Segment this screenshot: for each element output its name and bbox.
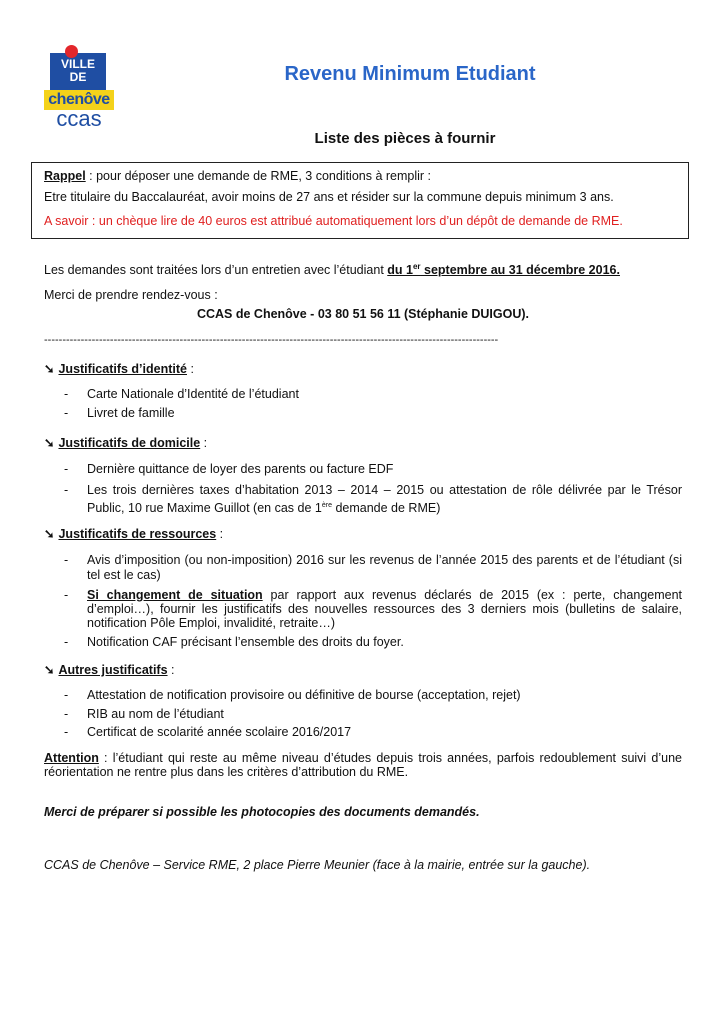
list-item-text: Attestation de notification provisoire ou définitive de bourse (acceptation, rejet) [87,688,521,702]
section-ressources [44,526,223,541]
section-ressources-label: Justificatifs de ressources [58,527,217,541]
list-item-text: RIB au nom de l’étudiant [87,707,224,721]
section-autres [44,662,175,677]
list-item-text: Certificat de scolarité année scolaire 2016/2017 [87,725,352,739]
attention-paragraph [44,751,682,779]
list-item [64,688,682,702]
bullet: - [64,635,69,649]
attention-label: Attention [44,751,99,765]
list-item [64,462,682,476]
bullet: - [64,483,69,497]
date-part-b: septembre au 31 décembre 2016. [420,263,620,278]
date-sup: er [412,262,421,271]
changement-label: Si changement de situation [87,588,263,602]
bullet: - [64,588,69,602]
ccas-chenove-logo [44,45,110,133]
section-autres-label: Autres justificatifs [58,663,168,677]
section-domicile [44,435,207,450]
list-item-text [87,482,682,516]
logo-ville-text [53,58,103,84]
logo-line2: DE [69,70,87,84]
arrow-icon: ➘ [44,527,55,541]
rappel-box [31,162,689,239]
date-part-a: du 1 [387,263,413,278]
intro-date [387,263,620,277]
section-suffix: : [216,527,224,541]
page-subtitle: Liste des pièces à fournir [314,130,496,147]
intro-line [44,262,620,277]
bullet: - [64,406,69,420]
section-identite [44,361,194,376]
list-item [64,387,682,401]
taxes-text-end: demande de RME) [331,501,441,516]
list-item-text: Notification CAF précisant l’ensemble des droits du foyer. [87,635,404,649]
separator-line: ---------------------------------------------------------------------------------------------------------------------------- [44,334,499,346]
changement-text: par rapport aux revenus déclarés de 2015 (ex : perte, changement d’emploi…), fournir les justificatifs des nouvelles ressources des 3 derniers mois (bulletins de salaire, notification Pôle Emploi, invalidité, retraite…) [87,588,682,630]
list-item-text: Carte Nationale d’Identité de l’étudiant [87,387,299,401]
section-suffix: : [167,663,175,677]
intro-text: Les demandes sont traitées lors d’un entretien avec l’étudiant [44,263,388,278]
bullet: - [64,553,69,567]
list-item [64,553,682,583]
list-item [64,635,682,649]
attention-text: : l’étudiant qui reste au même niveau d’études depuis trois années, parfois redoublement suivi d’une réorientation ne rentre plus dans les critères d’attribution du RME. [44,751,682,779]
contact-line: CCAS de Chenôve - 03 80 51 56 11 (Stéphanie DUIGOU). [196,307,530,321]
list-item-text: Livret de famille [87,406,175,420]
bullet: - [64,462,69,476]
logo-line1: VILLE [60,57,95,71]
conditions-line: Etre titulaire du Baccalauréat, avoir moins de 27 ans et résider sur la commune depuis minimum 3 ans. [44,190,614,204]
logo-ccas-text: ccas [56,106,102,131]
merci-line: Merci de préparer si possible les photocopies des documents demandés. [44,805,480,819]
taxes-sup: ère [321,502,332,509]
rdv-line: Merci de prendre rendez-vous : [44,288,218,302]
rappel-text: : pour déposer une demande de RME, 3 conditions à remplir : [85,169,432,183]
list-item [64,725,682,739]
arrow-icon: ➘ [44,362,55,376]
list-item [64,588,682,630]
bullet: - [64,725,69,739]
list-item-text [87,588,682,630]
section-suffix: : [200,436,208,450]
savoir-line: A savoir : un chèque lire de 40 euros est attribué automatiquement lors d’un dépôt de demande de RME. [44,214,623,228]
list-item [64,482,682,516]
page-title: Revenu Minimum Etudiant [284,63,536,85]
list-item-text: Dernière quittance de loyer des parents ou facture EDF [87,462,394,476]
bullet: - [64,707,69,721]
section-suffix: : [186,362,194,376]
list-item [64,707,682,721]
arrow-icon: ➘ [44,436,55,450]
arrow-icon: ➘ [44,663,55,677]
taxes-text: Les trois dernières taxes d’habitation 2013 – 2014 – 2015 ou attestation de rôle délivrée par le Trésor Public, 10 rue Maxime Guillot (en cas de 1 [87,483,682,516]
list-item [64,406,682,420]
section-identite-label: Justificatifs d’identité [58,362,187,376]
address-line: CCAS de Chenôve – Service RME, 2 place Pierre Meunier (face à la mairie, entrée sur la gauche). [44,858,591,872]
bullet: - [64,387,69,401]
section-domicile-label: Justificatifs de domicile [58,436,201,450]
rappel-line [44,169,431,183]
list-item-text: Avis d’imposition (ou non-imposition) 2016 sur les revenus de l’année 2015 des parents et de l’étudiant (si tel est le cas) [87,553,682,582]
rappel-label: Rappel [44,169,86,183]
logo-chenove-text: chenôve [44,90,114,110]
bullet: - [64,688,69,702]
